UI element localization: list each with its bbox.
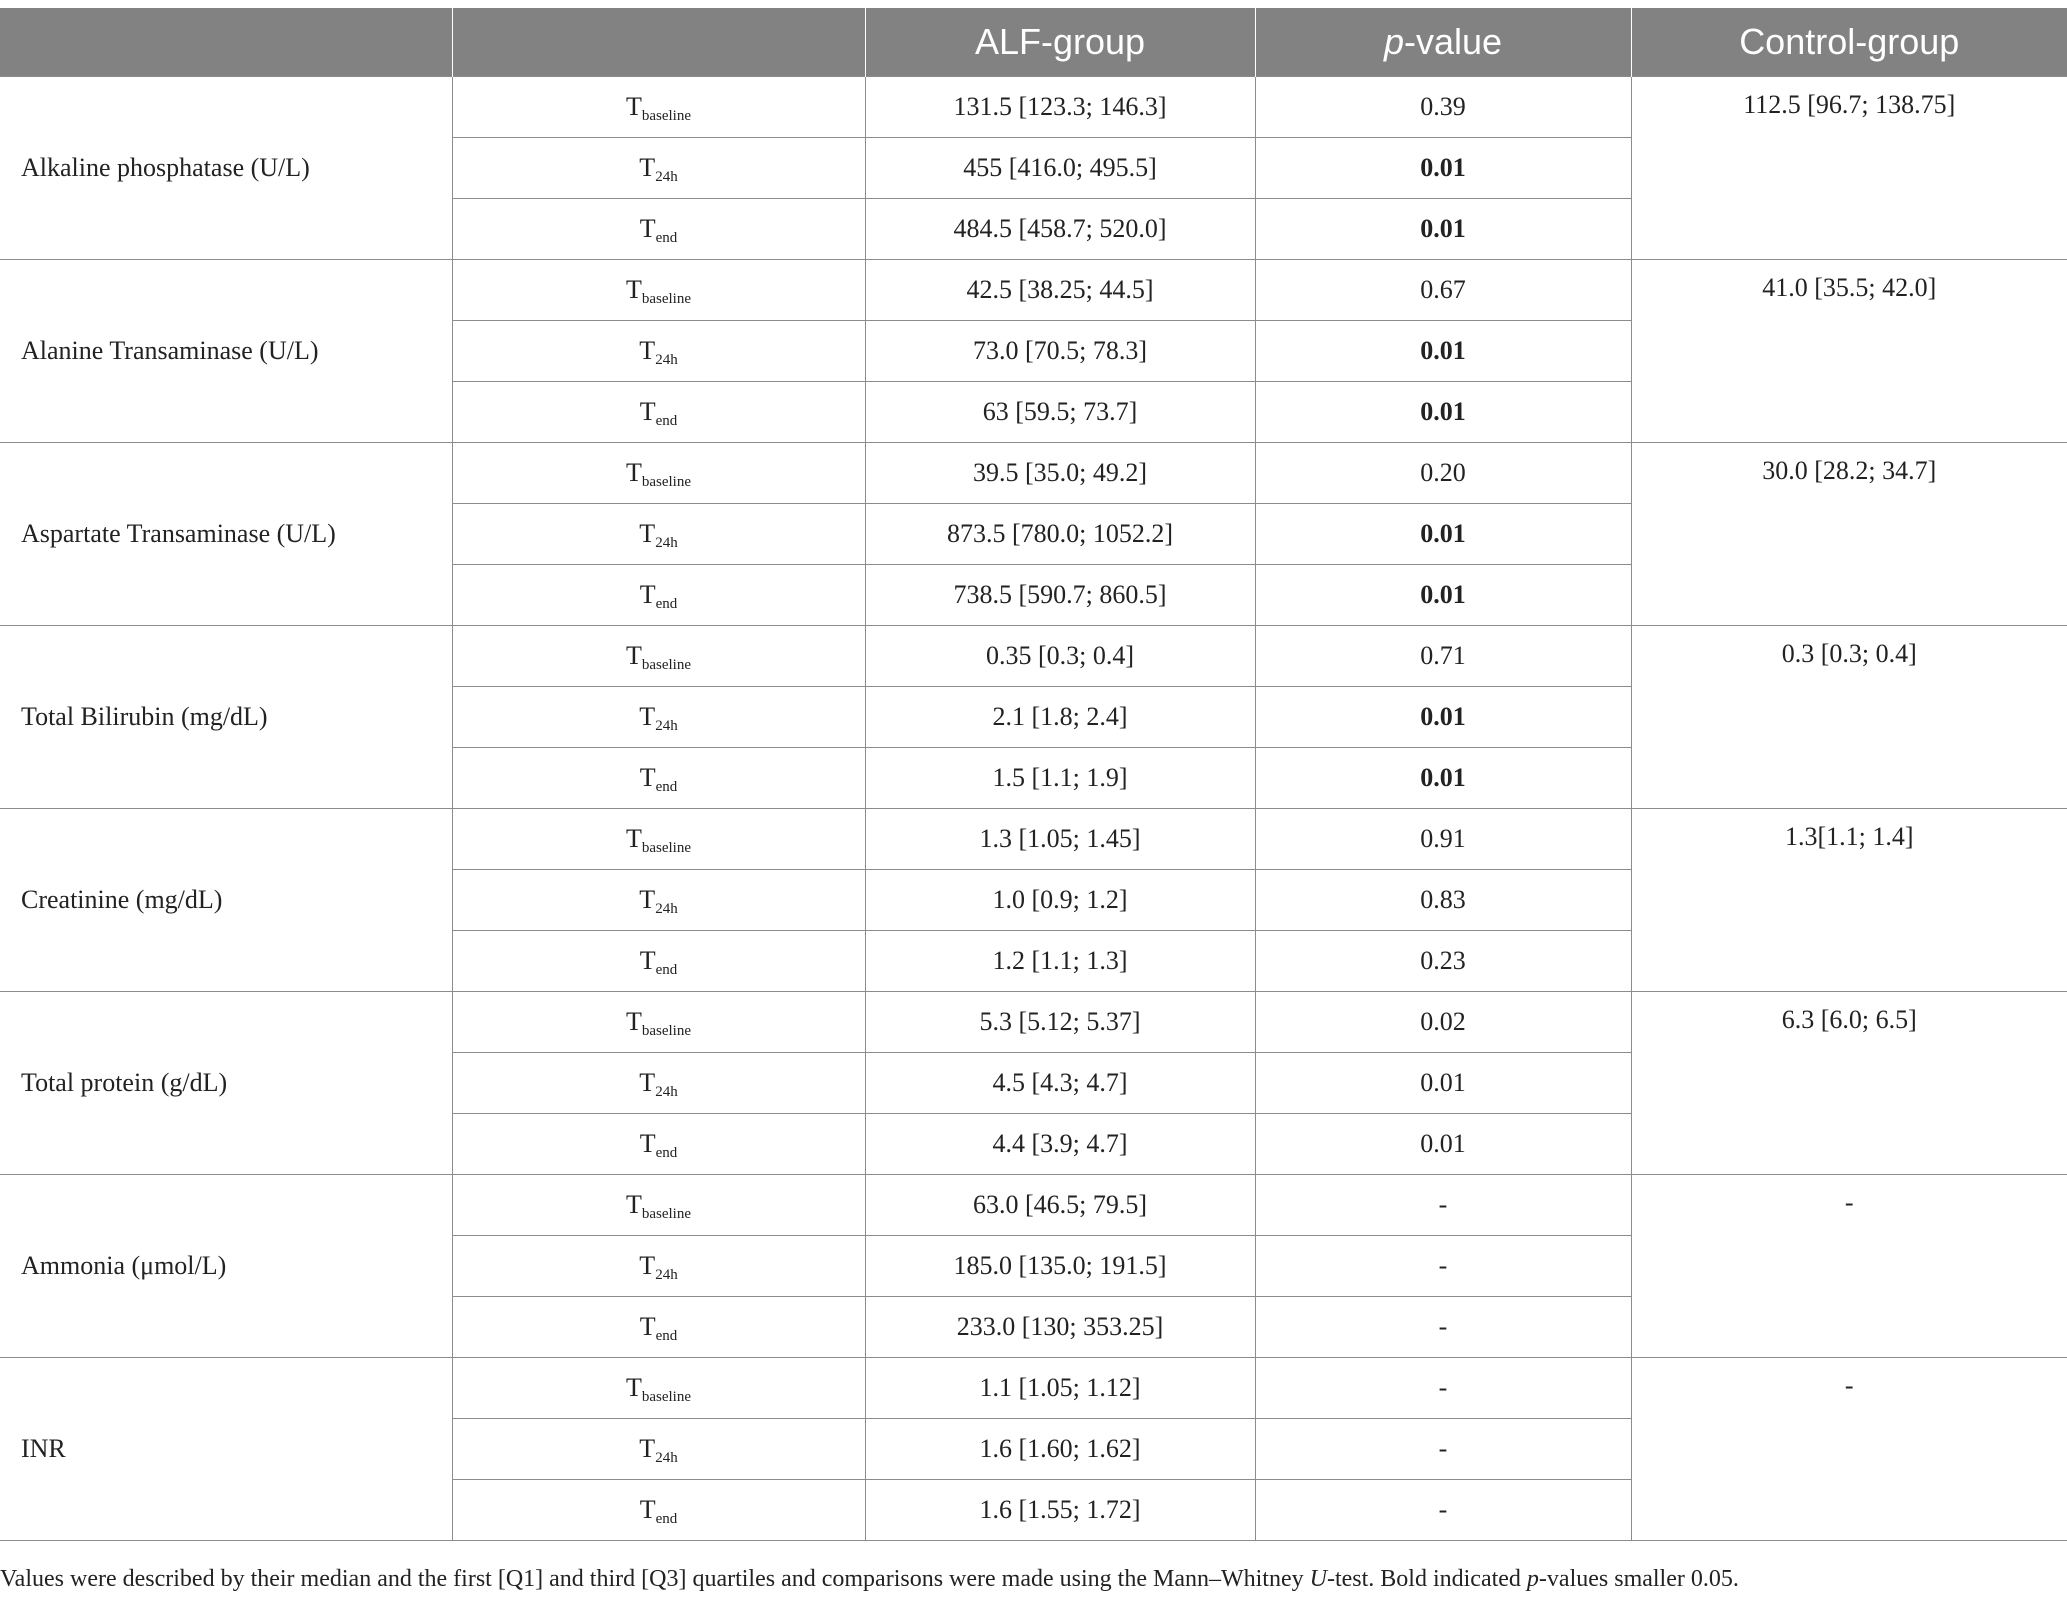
p-value-cell <box>1255 931 1631 992</box>
p-value: 0.20 <box>1420 458 1466 487</box>
timepoint-subscript: baseline <box>641 657 692 673</box>
alf-value: 63 [59.5; 73.7] <box>865 382 1255 443</box>
timepoint-cell <box>452 931 865 992</box>
p-value-cell <box>1255 1480 1631 1541</box>
p-value: - <box>1438 1251 1448 1280</box>
timepoint-cell <box>452 382 865 443</box>
timepoint-subscript: baseline <box>641 1389 692 1405</box>
timepoint-subscript: baseline <box>641 840 692 856</box>
timepoint-subscript: baseline <box>641 474 692 490</box>
timepoint-letter: T <box>639 885 656 914</box>
timepoint-letter: T <box>625 1007 642 1036</box>
p-value: - <box>1438 1495 1448 1524</box>
timepoint-subscript: 24h <box>655 352 678 368</box>
alf-value: 185.0 [135.0; 191.5] <box>865 1236 1255 1297</box>
timepoint-cell <box>452 870 865 931</box>
p-value: 0.83 <box>1420 885 1466 914</box>
parameter-name: Total Bilirubin (mg/dL) <box>0 626 452 809</box>
control-value: 1.3[1.1; 1.4] <box>1631 809 2067 992</box>
alf-value: 233.0 [130; 353.25] <box>865 1297 1255 1358</box>
timepoint-letter: T <box>639 519 656 548</box>
timepoint-subscript: end <box>655 779 678 795</box>
table-body <box>0 77 2067 1541</box>
timepoint-cell <box>452 138 865 199</box>
table-row <box>0 1358 2067 1419</box>
header-p-suffix: -value <box>1403 21 1503 62</box>
p-value: 0.01 <box>1420 580 1466 609</box>
p-value-cell <box>1255 77 1631 138</box>
control-value: 6.3 [6.0; 6.5] <box>1631 992 2067 1175</box>
p-value: 0.02 <box>1420 1007 1466 1036</box>
alf-value: 2.1 [1.8; 2.4] <box>865 687 1255 748</box>
p-value: 0.01 <box>1420 397 1466 426</box>
p-value: 0.01 <box>1420 153 1466 182</box>
p-value: 0.01 <box>1420 214 1466 243</box>
timepoint-letter: T <box>625 824 642 853</box>
alf-value: 73.0 [70.5; 78.3] <box>865 321 1255 382</box>
control-value: 41.0 [35.5; 42.0] <box>1631 260 2067 443</box>
p-value-cell <box>1255 504 1631 565</box>
timepoint-subscript: 24h <box>655 1450 678 1466</box>
p-value: 0.01 <box>1420 1129 1466 1158</box>
p-value-cell <box>1255 1053 1631 1114</box>
timepoint-cell <box>452 626 865 687</box>
footnote-text-2: -test. Bold indicated <box>1326 1566 1527 1592</box>
parameter-name: INR <box>0 1358 452 1541</box>
alf-value: 1.6 [1.60; 1.62] <box>865 1419 1255 1480</box>
header-parameter <box>0 8 452 77</box>
timepoint-letter: T <box>639 336 656 365</box>
table-row <box>0 992 2067 1053</box>
alf-value: 1.6 [1.55; 1.72] <box>865 1480 1255 1541</box>
p-value-cell <box>1255 626 1631 687</box>
timepoint-cell <box>452 1114 865 1175</box>
table-row <box>0 1175 2067 1236</box>
p-value-cell <box>1255 199 1631 260</box>
p-value: 0.01 <box>1420 519 1466 548</box>
timepoint-cell <box>452 77 865 138</box>
timepoint-cell <box>452 1480 865 1541</box>
timepoint-cell <box>452 321 865 382</box>
timepoint-subscript: 24h <box>655 169 678 185</box>
p-value: 0.01 <box>1420 702 1466 731</box>
alf-value: 4.5 [4.3; 4.7] <box>865 1053 1255 1114</box>
table-row <box>0 260 2067 321</box>
parameter-name: Alanine Transaminase (U/L) <box>0 260 452 443</box>
timepoint-subscript: 24h <box>655 901 678 917</box>
p-value-cell <box>1255 992 1631 1053</box>
p-value-cell <box>1255 748 1631 809</box>
timepoint-cell <box>452 443 865 504</box>
timepoint-letter: T <box>625 1190 642 1219</box>
control-value: - <box>1631 1358 2067 1541</box>
control-value: 30.0 [28.2; 34.7] <box>1631 443 2067 626</box>
alf-value: 5.3 [5.12; 5.37] <box>865 992 1255 1053</box>
p-value: 0.01 <box>1420 1068 1466 1097</box>
timepoint-subscript: 24h <box>655 1084 678 1100</box>
p-value: - <box>1438 1312 1448 1341</box>
p-value-cell <box>1255 809 1631 870</box>
timepoint-subscript: baseline <box>641 108 692 124</box>
p-value-cell <box>1255 321 1631 382</box>
timepoint-letter: T <box>639 214 656 243</box>
p-value-cell <box>1255 260 1631 321</box>
timepoint-subscript: 24h <box>655 535 678 551</box>
timepoint-letter: T <box>639 1068 656 1097</box>
timepoint-letter: T <box>625 92 642 121</box>
table-header <box>0 8 2067 77</box>
timepoint-letter: T <box>639 946 656 975</box>
timepoint-cell <box>452 809 865 870</box>
timepoint-subscript: end <box>655 1145 678 1161</box>
p-value-cell <box>1255 382 1631 443</box>
alf-value: 738.5 [590.7; 860.5] <box>865 565 1255 626</box>
header-p-letter: p <box>1383 21 1404 62</box>
p-value-cell <box>1255 687 1631 748</box>
header-timepoint <box>452 8 865 77</box>
p-value: 0.67 <box>1420 275 1466 304</box>
timepoint-subscript: baseline <box>641 1023 692 1039</box>
alf-value: 0.35 [0.3; 0.4] <box>865 626 1255 687</box>
timepoint-subscript: end <box>655 1511 678 1527</box>
table-footnote <box>0 1566 1739 1593</box>
table-row <box>0 443 2067 504</box>
timepoint-letter: T <box>639 1495 656 1524</box>
timepoint-letter: T <box>625 458 642 487</box>
lab-results-table <box>0 8 2067 1541</box>
alf-value: 455 [416.0; 495.5] <box>865 138 1255 199</box>
p-value-cell <box>1255 565 1631 626</box>
timepoint-letter: T <box>639 763 656 792</box>
timepoint-cell <box>452 199 865 260</box>
p-value: 0.71 <box>1420 641 1466 670</box>
timepoint-subscript: 24h <box>655 1267 678 1283</box>
footnote-text-1: Values were described by their median and the first [Q1] and third [Q3] quartiles and comparisons were made using the Mann–Whitney <box>0 1566 1310 1592</box>
alf-value: 1.0 [0.9; 1.2] <box>865 870 1255 931</box>
alf-value: 39.5 [35.0; 49.2] <box>865 443 1255 504</box>
timepoint-letter: T <box>639 153 656 182</box>
alf-value: 1.3 [1.05; 1.45] <box>865 809 1255 870</box>
table-row <box>0 77 2067 138</box>
p-value: 0.91 <box>1420 824 1466 853</box>
alf-value: 1.2 [1.1; 1.3] <box>865 931 1255 992</box>
timepoint-cell <box>452 748 865 809</box>
timepoint-cell <box>452 1236 865 1297</box>
parameter-name: Total protein (g/dL) <box>0 992 452 1175</box>
timepoint-cell <box>452 1358 865 1419</box>
alf-value: 484.5 [458.7; 520.0] <box>865 199 1255 260</box>
p-value-cell <box>1255 1297 1631 1358</box>
p-value-cell <box>1255 1236 1631 1297</box>
alf-value: 63.0 [46.5; 79.5] <box>865 1175 1255 1236</box>
parameter-name: Aspartate Transaminase (U/L) <box>0 443 452 626</box>
timepoint-cell <box>452 687 865 748</box>
alf-value: 42.5 [38.25; 44.5] <box>865 260 1255 321</box>
timepoint-cell <box>452 1419 865 1480</box>
alf-value: 873.5 [780.0; 1052.2] <box>865 504 1255 565</box>
p-value-cell <box>1255 1175 1631 1236</box>
header-control-group: Control-group <box>1631 8 2067 77</box>
timepoint-subscript: end <box>655 962 678 978</box>
p-value: - <box>1438 1434 1448 1463</box>
timepoint-letter: T <box>639 1312 656 1341</box>
alf-value: 1.5 [1.1; 1.9] <box>865 748 1255 809</box>
header-p-value <box>1255 8 1631 77</box>
timepoint-cell <box>452 1175 865 1236</box>
p-value: - <box>1438 1190 1448 1219</box>
p-value: 0.01 <box>1420 336 1466 365</box>
control-value: 112.5 [96.7; 138.75] <box>1631 77 2067 260</box>
header-alf-group: ALF-group <box>865 8 1255 77</box>
timepoint-cell <box>452 992 865 1053</box>
table-row <box>0 626 2067 687</box>
timepoint-cell <box>452 504 865 565</box>
timepoint-cell <box>452 260 865 321</box>
p-value-cell <box>1255 870 1631 931</box>
timepoint-subscript: baseline <box>641 291 692 307</box>
control-value: 0.3 [0.3; 0.4] <box>1631 626 2067 809</box>
p-value: 0.23 <box>1420 946 1466 975</box>
timepoint-letter: T <box>639 397 656 426</box>
parameter-name: Ammonia (μmol/L) <box>0 1175 452 1358</box>
timepoint-letter: T <box>639 1251 656 1280</box>
p-value-cell <box>1255 443 1631 504</box>
timepoint-subscript: end <box>655 596 678 612</box>
alf-value: 4.4 [3.9; 4.7] <box>865 1114 1255 1175</box>
p-value-cell <box>1255 1419 1631 1480</box>
alf-value: 1.1 [1.05; 1.12] <box>865 1358 1255 1419</box>
p-value-cell <box>1255 1358 1631 1419</box>
p-value: 0.01 <box>1420 763 1466 792</box>
timepoint-subscript: baseline <box>641 1206 692 1222</box>
footnote-u: U <box>1309 1566 1327 1592</box>
timepoint-subscript: end <box>655 230 678 246</box>
timepoint-letter: T <box>625 641 642 670</box>
timepoint-letter: T <box>625 1373 642 1402</box>
p-value: 0.39 <box>1420 92 1466 121</box>
timepoint-subscript: end <box>655 413 678 429</box>
timepoint-letter: T <box>639 1434 656 1463</box>
parameter-name: Alkaline phosphatase (U/L) <box>0 77 452 260</box>
footnote-p: p <box>1526 1566 1539 1592</box>
timepoint-letter: T <box>639 1129 656 1158</box>
timepoint-letter: T <box>639 580 656 609</box>
p-value-cell <box>1255 1114 1631 1175</box>
timepoint-cell <box>452 1297 865 1358</box>
timepoint-subscript: 24h <box>655 718 678 734</box>
footnote-text-3: -values smaller 0.05. <box>1538 1566 1739 1592</box>
timepoint-letter: T <box>625 275 642 304</box>
timepoint-subscript: end <box>655 1328 678 1344</box>
p-value: - <box>1438 1373 1448 1402</box>
timepoint-cell <box>452 565 865 626</box>
control-value: - <box>1631 1175 2067 1358</box>
alf-value: 131.5 [123.3; 146.3] <box>865 77 1255 138</box>
p-value-cell <box>1255 138 1631 199</box>
timepoint-cell <box>452 1053 865 1114</box>
timepoint-letter: T <box>639 702 656 731</box>
parameter-name: Creatinine (mg/dL) <box>0 809 452 992</box>
table-row <box>0 809 2067 870</box>
